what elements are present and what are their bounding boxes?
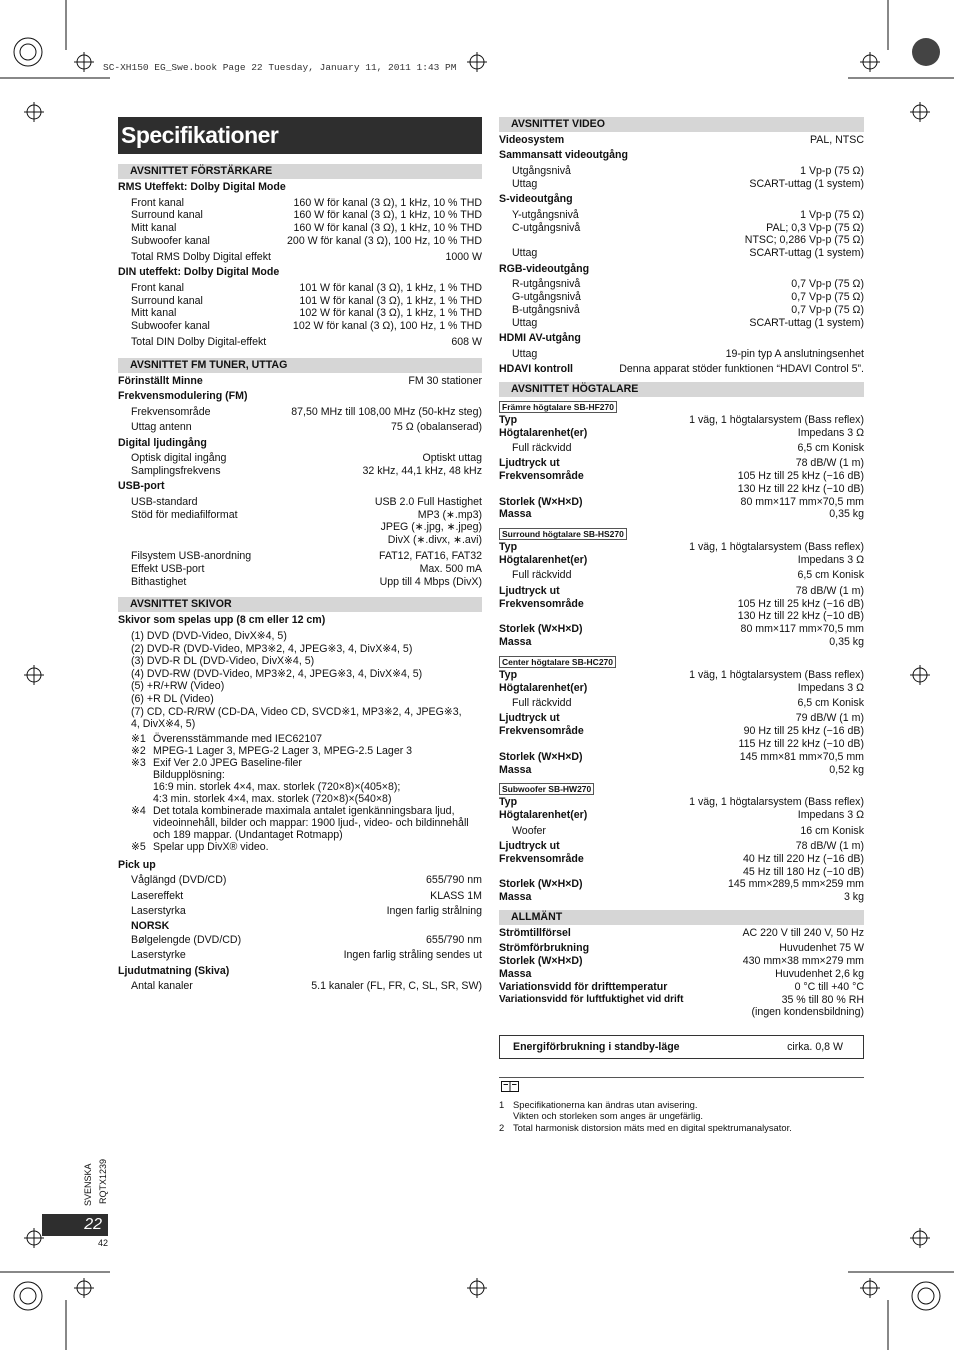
section-band-fm: AVSNITTET FM TUNER, UTTAG [118, 358, 482, 373]
spec-row: Woofer 16 cm Konisk [512, 824, 864, 837]
spec-row: Variationsvidd för drifttemperatur 0 °C till +40 °C [499, 980, 864, 993]
standby-box [499, 1035, 864, 1059]
list-item: (6) +R DL (Video) [131, 693, 214, 706]
spec-row: Mitt kanal 160 W för kanal (3 Ω), 1 kHz, 10 % THD [131, 222, 482, 235]
digital-input-heading: Digital ljudingång [118, 436, 207, 449]
section-band-video: AVSNITTET VIDEO [499, 117, 864, 132]
spec-row: Frekvensområde 40 Hz till 220 Hz (−16 dB) 45 Hz till 180 Hz (−10 dB) [499, 852, 864, 878]
spec-row: Frekvensområde 105 Hz till 25 kHz (−16 dB) 130 Hz till 22 kHz (−10 dB) [499, 597, 864, 623]
spec-row: Typ 1 väg, 1 högtalarsystem (Bass reflex) [499, 541, 864, 554]
spec-row: Ljudtryck ut 78 dB/W (1 m) [499, 457, 864, 470]
note-book-icon [501, 1081, 864, 1095]
spec-row: Storlek (W×H×D) 80 mm×117 mm×70,5 mm [499, 623, 864, 636]
spec-row: B-utgångsnivå 0,7 Vp-p (75 Ω) [512, 303, 864, 316]
spec-row: Bithastighet Upp till 4 Mbps (DivX) [131, 575, 482, 588]
composite-heading: Sammansatt videoutgång [499, 149, 628, 162]
spec-row: C-utgångsnivå PAL; 0,3 Vp-p (75 Ω) NTSC; 0,286 Vp-p (75 Ω) [512, 221, 864, 247]
spec-row: Massa 0,35 kg [499, 508, 864, 521]
section-band-speakers: AVSNITTET HÖGTALARE [499, 382, 864, 397]
spec-row: Variationsvidd för luftfuktighet vid drift 35 % till 80 % RH (ingen kondensbildning) [499, 993, 864, 1019]
spec-row: USB-standard USB 2.0 Full Hastighet [131, 495, 482, 508]
section-band-amplifier: AVSNITTET FÖRSTÄRKARE [118, 164, 482, 179]
footnote-item: 1 Specifikationerna kan ändras utan avisering. Vikten och storleken som anges är ungefärlig. [499, 1099, 704, 1122]
spec-row: Videosystem PAL, NTSC [499, 134, 864, 146]
list-item: (3) DVD-R DL (DVD-Video, DivX※4, 5) [131, 655, 315, 668]
speaker-name: Surround högtalare SB-HS270 [499, 528, 627, 540]
spec-row: Uttag 19-pin typ A anslutningsenhet [512, 347, 864, 360]
footnote-item: 2 Total harmonisk distorsion mäts med en digital spektrumanalysator. [499, 1121, 792, 1133]
book-header-line: SC-XH150 EG_Swe.book Page 22 Tuesday, January 11, 2011 1:43 PM [103, 62, 457, 73]
list-item: (7) CD, CD-R/RW (CD-DA, Video CD, SVCD※1, MP3※2, 4, JPEG※3, 4, DivX※4, 5) [131, 705, 462, 731]
spec-row: Ljudtryck ut 78 dB/W (1 m) [499, 839, 864, 852]
page-number: 22 [42, 1214, 108, 1236]
spec-row: HDAVI kontroll Denna apparat stöder funktionen “HDAVI Control 5”. [499, 362, 864, 375]
speaker-block [499, 526, 864, 649]
spec-row: Storlek (W×H×D) 145 mm×81 mm×70,5 mm [499, 750, 864, 763]
norsk-heading: NORSK [131, 919, 170, 932]
left-column [118, 160, 482, 993]
hdmi-heading: HDMI AV-utgång [499, 331, 581, 344]
spec-row: Total DIN Dolby Digital-effekt 608 W [131, 335, 482, 348]
doc-code: RQTX1239 [98, 1158, 108, 1204]
pickup-heading: Pick up [118, 858, 156, 871]
spec-row: Förinställt Minne FM 30 stationer [118, 374, 482, 387]
spec-row: Samplingsfrekvens 32 kHz, 44,1 kHz, 48 kHz [131, 464, 482, 477]
spec-row: Full räckvidd 6,5 cm Konisk [512, 697, 864, 710]
list-item: (1) DVD (DVD-Video, DivX※4, 5) [131, 630, 287, 643]
speaker-name: Subwoofer SB-HW270 [499, 783, 594, 795]
spec-row: Högtalarenhet(er) Impedans 3 Ω [499, 809, 864, 822]
spec-row: Lasereffekt KLASS 1M [131, 889, 482, 902]
spec-row: Y-utgångsnivå 1 Vp-p (75 Ω) [512, 208, 864, 221]
spec-row: Full räckvidd 6,5 cm Konisk [512, 441, 864, 454]
standby-value: cirka. 0,8 W [787, 1041, 843, 1054]
spec-row: Subwoofer kanal 200 W för kanal (3 Ω), 100 Hz, 10 % THD [131, 234, 482, 247]
note-item: ※4 Det totala kombinerade maximala antalet igenkänningsbara ljud, videoinnehåll, bilder och mappar: 1900 ljud-, video- och bildinnehåll och 189 mappar. (Undantaget Rotmapp) [131, 804, 469, 841]
spec-row: Uttag SCART-uttag (1 system) [512, 177, 864, 190]
footnote-divider [499, 1077, 864, 1078]
speaker-name: Främre högtalare SB-HF270 [499, 401, 617, 413]
spec-row: Högtalarenhet(er) Impedans 3 Ω [499, 426, 864, 439]
rms-heading: RMS Uteffekt: Dolby Digital Mode [118, 181, 286, 193]
spec-row: Laserstyrke Ingen farlig stråling sendes ut [131, 949, 482, 962]
spec-row: Massa 0,52 kg [499, 763, 864, 776]
language-label: SVENSKA [83, 1163, 93, 1206]
spec-row: Full räckvidd 6,5 cm Konisk [512, 569, 864, 582]
spec-row: Typ 1 väg, 1 högtalarsystem (Bass reflex) [499, 796, 864, 809]
note-item: ※1 Överensstämmande med IEC62107 [131, 732, 322, 745]
page-title: Specifikationer [118, 117, 482, 154]
spec-row: Utgångsnivå 1 Vp-p (75 Ω) [512, 164, 864, 177]
spec-row: Massa Huvudenhet 2,6 kg [499, 967, 864, 980]
spec-row: Massa 0,35 kg [499, 636, 864, 649]
usb-heading: USB-port [118, 480, 165, 493]
spec-row: Frekvensområde 105 Hz till 25 kHz (−16 dB) 130 Hz till 22 kHz (−10 dB) [499, 470, 864, 495]
spec-row: Uttag SCART-uttag (1 system) [512, 316, 864, 329]
spec-row: Strömtillförsel AC 220 V till 240 V, 50 Hz [499, 926, 864, 939]
fm-heading: Frekvensmodulering (FM) [118, 390, 248, 403]
spec-row: Storlek (W×H×D) 80 mm×117 mm×70,5 mm [499, 495, 864, 508]
speaker-block [499, 399, 864, 522]
spec-row: Frekvensområde 87,50 MHz till 108,00 MHz (50-kHz steg) [131, 405, 482, 418]
spec-row: Filsystem USB-anordning FAT12, FAT16, FAT32 [131, 550, 482, 563]
list-item: (4) DVD-RW (DVD-Video, MP3※2, 4, JPEG※3, 4, DivX※4, 5) [131, 667, 423, 680]
svideo-heading: S-videoutgång [499, 193, 573, 206]
spec-row: Total RMS Dolby Digital effekt 1000 W [131, 250, 482, 263]
spec-row: Effekt USB-port Max. 500 mA [131, 562, 482, 575]
spec-row: Front kanal 101 W för kanal (3 Ω), 1 kHz, 1 % THD [131, 281, 482, 294]
spec-row: Strömförbrukning Huvudenhet 75 W [499, 942, 864, 955]
note-item: ※3 Exif Ver 2.0 JPEG Baseline-filer Bildupplösning: 16:9 min. storlek 4×4, max. storlek (720×8)×(405×8); 4:3 min. storlek 4×4, max. storlek (720×8)×(540×8) [131, 756, 401, 805]
spec-row: Typ 1 väg, 1 högtalarsystem (Bass reflex) [499, 413, 864, 426]
rms-list [118, 197, 482, 264]
section-band-disc: AVSNITTET SKIVOR [118, 597, 482, 612]
spec-row: Typ 1 väg, 1 högtalarsystem (Bass reflex) [499, 668, 864, 681]
rgb-heading: RGB-videoutgång [499, 262, 590, 275]
note-item: ※5 Spelar upp DivX® video. [131, 840, 269, 853]
list-item: (5) +R/+RW (Video) [131, 680, 225, 693]
disc-heading: Skivor som spelas upp (8 cm eller 12 cm) [118, 614, 326, 627]
speaker-block [499, 781, 864, 904]
spec-row: R-utgångsnivå 0,7 Vp-p (75 Ω) [512, 278, 864, 291]
spec-row: Storlek (W×H×D) 430 mm×38 mm×279 mm [499, 955, 864, 968]
spec-row: Storlek (W×H×D) 145 mm×289,5 mm×259 mm [499, 878, 864, 891]
spec-row: Högtalarenhet(er) Impedans 3 Ω [499, 681, 864, 694]
spec-row: Subwoofer kanal 102 W för kanal (3 Ω), 100 Hz, 1 % THD [131, 320, 482, 333]
spec-row: Ljudtryck ut 79 dB/W (1 m) [499, 712, 864, 725]
spec-row: Ljudtryck ut 78 dB/W (1 m) [499, 584, 864, 597]
spec-row: Uttag antenn 75 Ω (obalanserad) [131, 421, 482, 434]
spec-row: Högtalarenhet(er) Impedans 3 Ω [499, 554, 864, 567]
spec-row: G-utgångsnivå 0,7 Vp-p (75 Ω) [512, 290, 864, 303]
din-list [118, 282, 482, 349]
audio-output-heading: Ljudutmatning (Skiva) [118, 964, 230, 977]
spec-row: Frekvensområde 90 Hz till 25 kHz (−16 dB) 115 Hz till 22 kHz (−10 dB) [499, 725, 864, 750]
din-heading: DIN uteffekt: Dolby Digital Mode [118, 266, 280, 279]
speaker-block [499, 654, 864, 777]
spec-row: Antal kanaler 5.1 kanaler (FL, FR, C, SL, SR, SW) [131, 980, 482, 993]
section-band-general: ALLMÄNT [499, 910, 864, 925]
right-column [499, 117, 864, 1133]
spec-row: Våglängd (DVD/CD) 655/790 nm [131, 874, 482, 887]
spec-row: Optisk digital ingång Optiskt uttag [131, 452, 482, 465]
spec-row: Massa 3 kg [499, 891, 864, 904]
spec-row: Surround kanal 160 W för kanal (3 Ω), 1 kHz, 10 % THD [131, 209, 482, 222]
spec-row: Uttag SCART-uttag (1 system) [512, 247, 864, 260]
standby-label: Energiförbrukning i standby-läge [513, 1041, 680, 1054]
disc-notes [118, 733, 482, 853]
spec-row: Stöd för mediafilformat MP3 (∗.mp3) JPEG (∗.jpg, ∗.jpeg) DivX (∗.divx, ∗.avi) [131, 508, 482, 547]
speaker-name: Center högtalare SB-HC270 [499, 656, 616, 668]
disc-list [118, 630, 482, 731]
list-item: (2) DVD-R (DVD-Video, MP3※2, 4, JPEG※3, 4, DivX※4, 5) [131, 642, 413, 655]
note-item: ※2 MPEG-1 Lager 3, MPEG-2 Lager 3, MPEG-2.5 Lager 3 [131, 744, 413, 757]
page-number-small: 42 [98, 1238, 109, 1248]
spec-row: Surround kanal 101 W för kanal (3 Ω), 1 kHz, 1 % THD [131, 294, 482, 307]
spec-row: Bølgelengde (DVD/CD) 655/790 nm [131, 933, 482, 946]
spec-row: Front kanal 160 W för kanal (3 Ω), 1 kHz, 10 % THD [131, 196, 482, 209]
spec-row: Laserstyrka Ingen farlig strålning [131, 905, 482, 918]
spec-row: Mitt kanal 102 W för kanal (3 Ω), 1 kHz, 1 % THD [131, 307, 482, 320]
